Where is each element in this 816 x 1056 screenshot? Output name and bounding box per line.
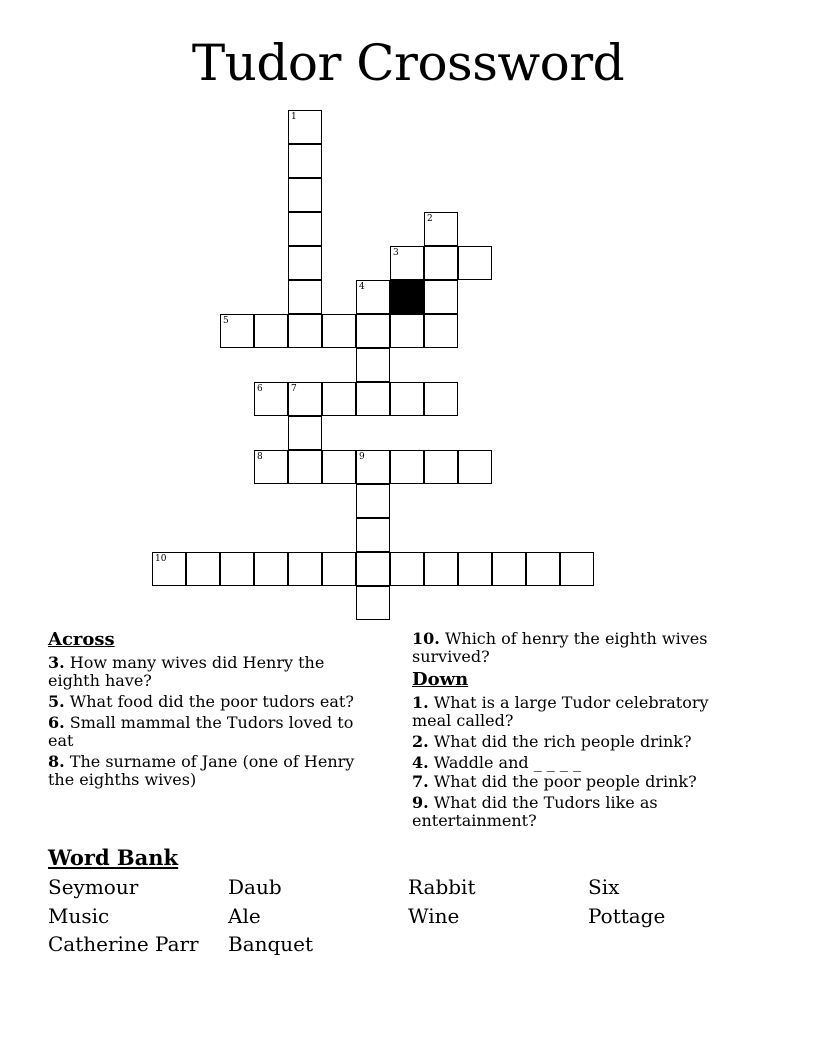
- crossword-cell[interactable]: [424, 212, 458, 246]
- clue-number: 7: [291, 384, 297, 394]
- clue-number: 9: [359, 452, 365, 462]
- crossword-cell[interactable]: [390, 246, 424, 280]
- word-bank-word: Six: [588, 875, 620, 899]
- crossword-cell[interactable]: [356, 586, 390, 620]
- clue-number: 8: [257, 452, 263, 462]
- down-heading: Down: [412, 669, 469, 690]
- crossword-cell[interactable]: [220, 552, 254, 586]
- clue-down-7: 7. What did the poor people drink?: [412, 772, 697, 791]
- crossword-cell[interactable]: [458, 246, 492, 280]
- crossword-cell[interactable]: [390, 450, 424, 484]
- clue-number: 6: [257, 384, 263, 394]
- word-bank-word: Catherine Parr: [48, 932, 199, 956]
- word-bank-word: Rabbit: [408, 875, 476, 899]
- clue-number: 10: [155, 554, 167, 564]
- crossword-cell[interactable]: [356, 518, 390, 552]
- crossword-cell[interactable]: [424, 552, 458, 586]
- clue-number: 3: [393, 248, 399, 258]
- crossword-cell[interactable]: [492, 552, 526, 586]
- crossword-cell[interactable]: [254, 314, 288, 348]
- crossword-cell[interactable]: [288, 450, 322, 484]
- crossword-cell[interactable]: [152, 552, 186, 586]
- crossword-cell[interactable]: [322, 552, 356, 586]
- crossword-cell[interactable]: [288, 382, 322, 416]
- crossword-cell[interactable]: [288, 144, 322, 178]
- clue-across-10: 10. Which of henry the eighth wives survived?: [412, 629, 708, 666]
- crossword-cell[interactable]: [458, 450, 492, 484]
- crossword-cell[interactable]: [526, 552, 560, 586]
- clue-down-2: 2. What did the rich people drink?: [412, 732, 692, 751]
- crossword-cell[interactable]: [390, 314, 424, 348]
- crossword-cell[interactable]: [254, 382, 288, 416]
- crossword-black-cell: [390, 280, 424, 314]
- crossword-cell[interactable]: [390, 552, 424, 586]
- clue-down-4: 4. Waddle and _ _ _ _: [412, 753, 581, 772]
- clue-number: 5: [223, 316, 229, 326]
- crossword-cell[interactable]: [322, 314, 356, 348]
- clue-down-1: 1. What is a large Tudor celebratory meal called?: [412, 693, 709, 730]
- crossword-cell[interactable]: [186, 552, 220, 586]
- crossword-cell[interactable]: [322, 382, 356, 416]
- crossword-cell[interactable]: [356, 280, 390, 314]
- crossword-cell[interactable]: [356, 484, 390, 518]
- crossword-cell[interactable]: [220, 314, 254, 348]
- crossword-cell[interactable]: [254, 450, 288, 484]
- word-bank-word: Pottage: [588, 904, 666, 928]
- crossword-cell[interactable]: [288, 212, 322, 246]
- crossword-cell[interactable]: [356, 348, 390, 382]
- word-bank-word: Seymour: [48, 875, 139, 899]
- crossword-cell[interactable]: [356, 382, 390, 416]
- clue-across-6: 6. Small mammal the Tudors loved to eat: [48, 713, 354, 750]
- across-heading: Across: [48, 629, 115, 650]
- crossword-cell[interactable]: [356, 314, 390, 348]
- clues-column-right: [412, 629, 742, 833]
- page-title: Tudor Crossword: [191, 34, 625, 92]
- crossword-cell[interactable]: [356, 552, 390, 586]
- crossword-cell[interactable]: [424, 246, 458, 280]
- crossword-cell[interactable]: [288, 280, 322, 314]
- crossword-cell[interactable]: [424, 280, 458, 314]
- word-bank-word: Music: [48, 904, 110, 928]
- clue-across-3: 3. How many wives did Henry the eighth have?: [48, 653, 325, 690]
- crossword-cell[interactable]: [288, 552, 322, 586]
- crossword-cell[interactable]: [356, 450, 390, 484]
- clue-number: 1: [291, 112, 297, 122]
- crossword-cell[interactable]: [424, 382, 458, 416]
- word-bank-word: Banquet: [228, 932, 314, 956]
- crossword-cell[interactable]: [560, 552, 594, 586]
- crossword-cell[interactable]: [288, 178, 322, 212]
- crossword-cell[interactable]: [458, 552, 492, 586]
- crossword-cell[interactable]: [424, 450, 458, 484]
- clue-across-5: 5. What food did the poor tudors eat?: [48, 692, 354, 711]
- clue-down-9: 9. What did the Tudors like as entertainment?: [412, 793, 658, 830]
- word-bank-word: Daub: [228, 875, 282, 899]
- clue-across-8: 8. The surname of Jane (one of Henry the eighths wives): [48, 752, 355, 789]
- word-bank-word: Wine: [408, 904, 460, 928]
- crossword-cell[interactable]: [288, 416, 322, 450]
- crossword-cell[interactable]: [390, 382, 424, 416]
- crossword-cell[interactable]: [288, 246, 322, 280]
- word-bank-word: Ale: [228, 904, 261, 928]
- crossword-cell[interactable]: [288, 110, 322, 144]
- crossword-cell[interactable]: [424, 314, 458, 348]
- clue-number: 4: [359, 282, 365, 292]
- clues-column-left: [48, 629, 378, 792]
- crossword-cell[interactable]: [254, 552, 288, 586]
- crossword-cell[interactable]: [288, 314, 322, 348]
- crossword-cell[interactable]: [322, 450, 356, 484]
- clue-number: 2: [427, 214, 433, 224]
- word-bank-heading: Word Bank: [48, 845, 179, 870]
